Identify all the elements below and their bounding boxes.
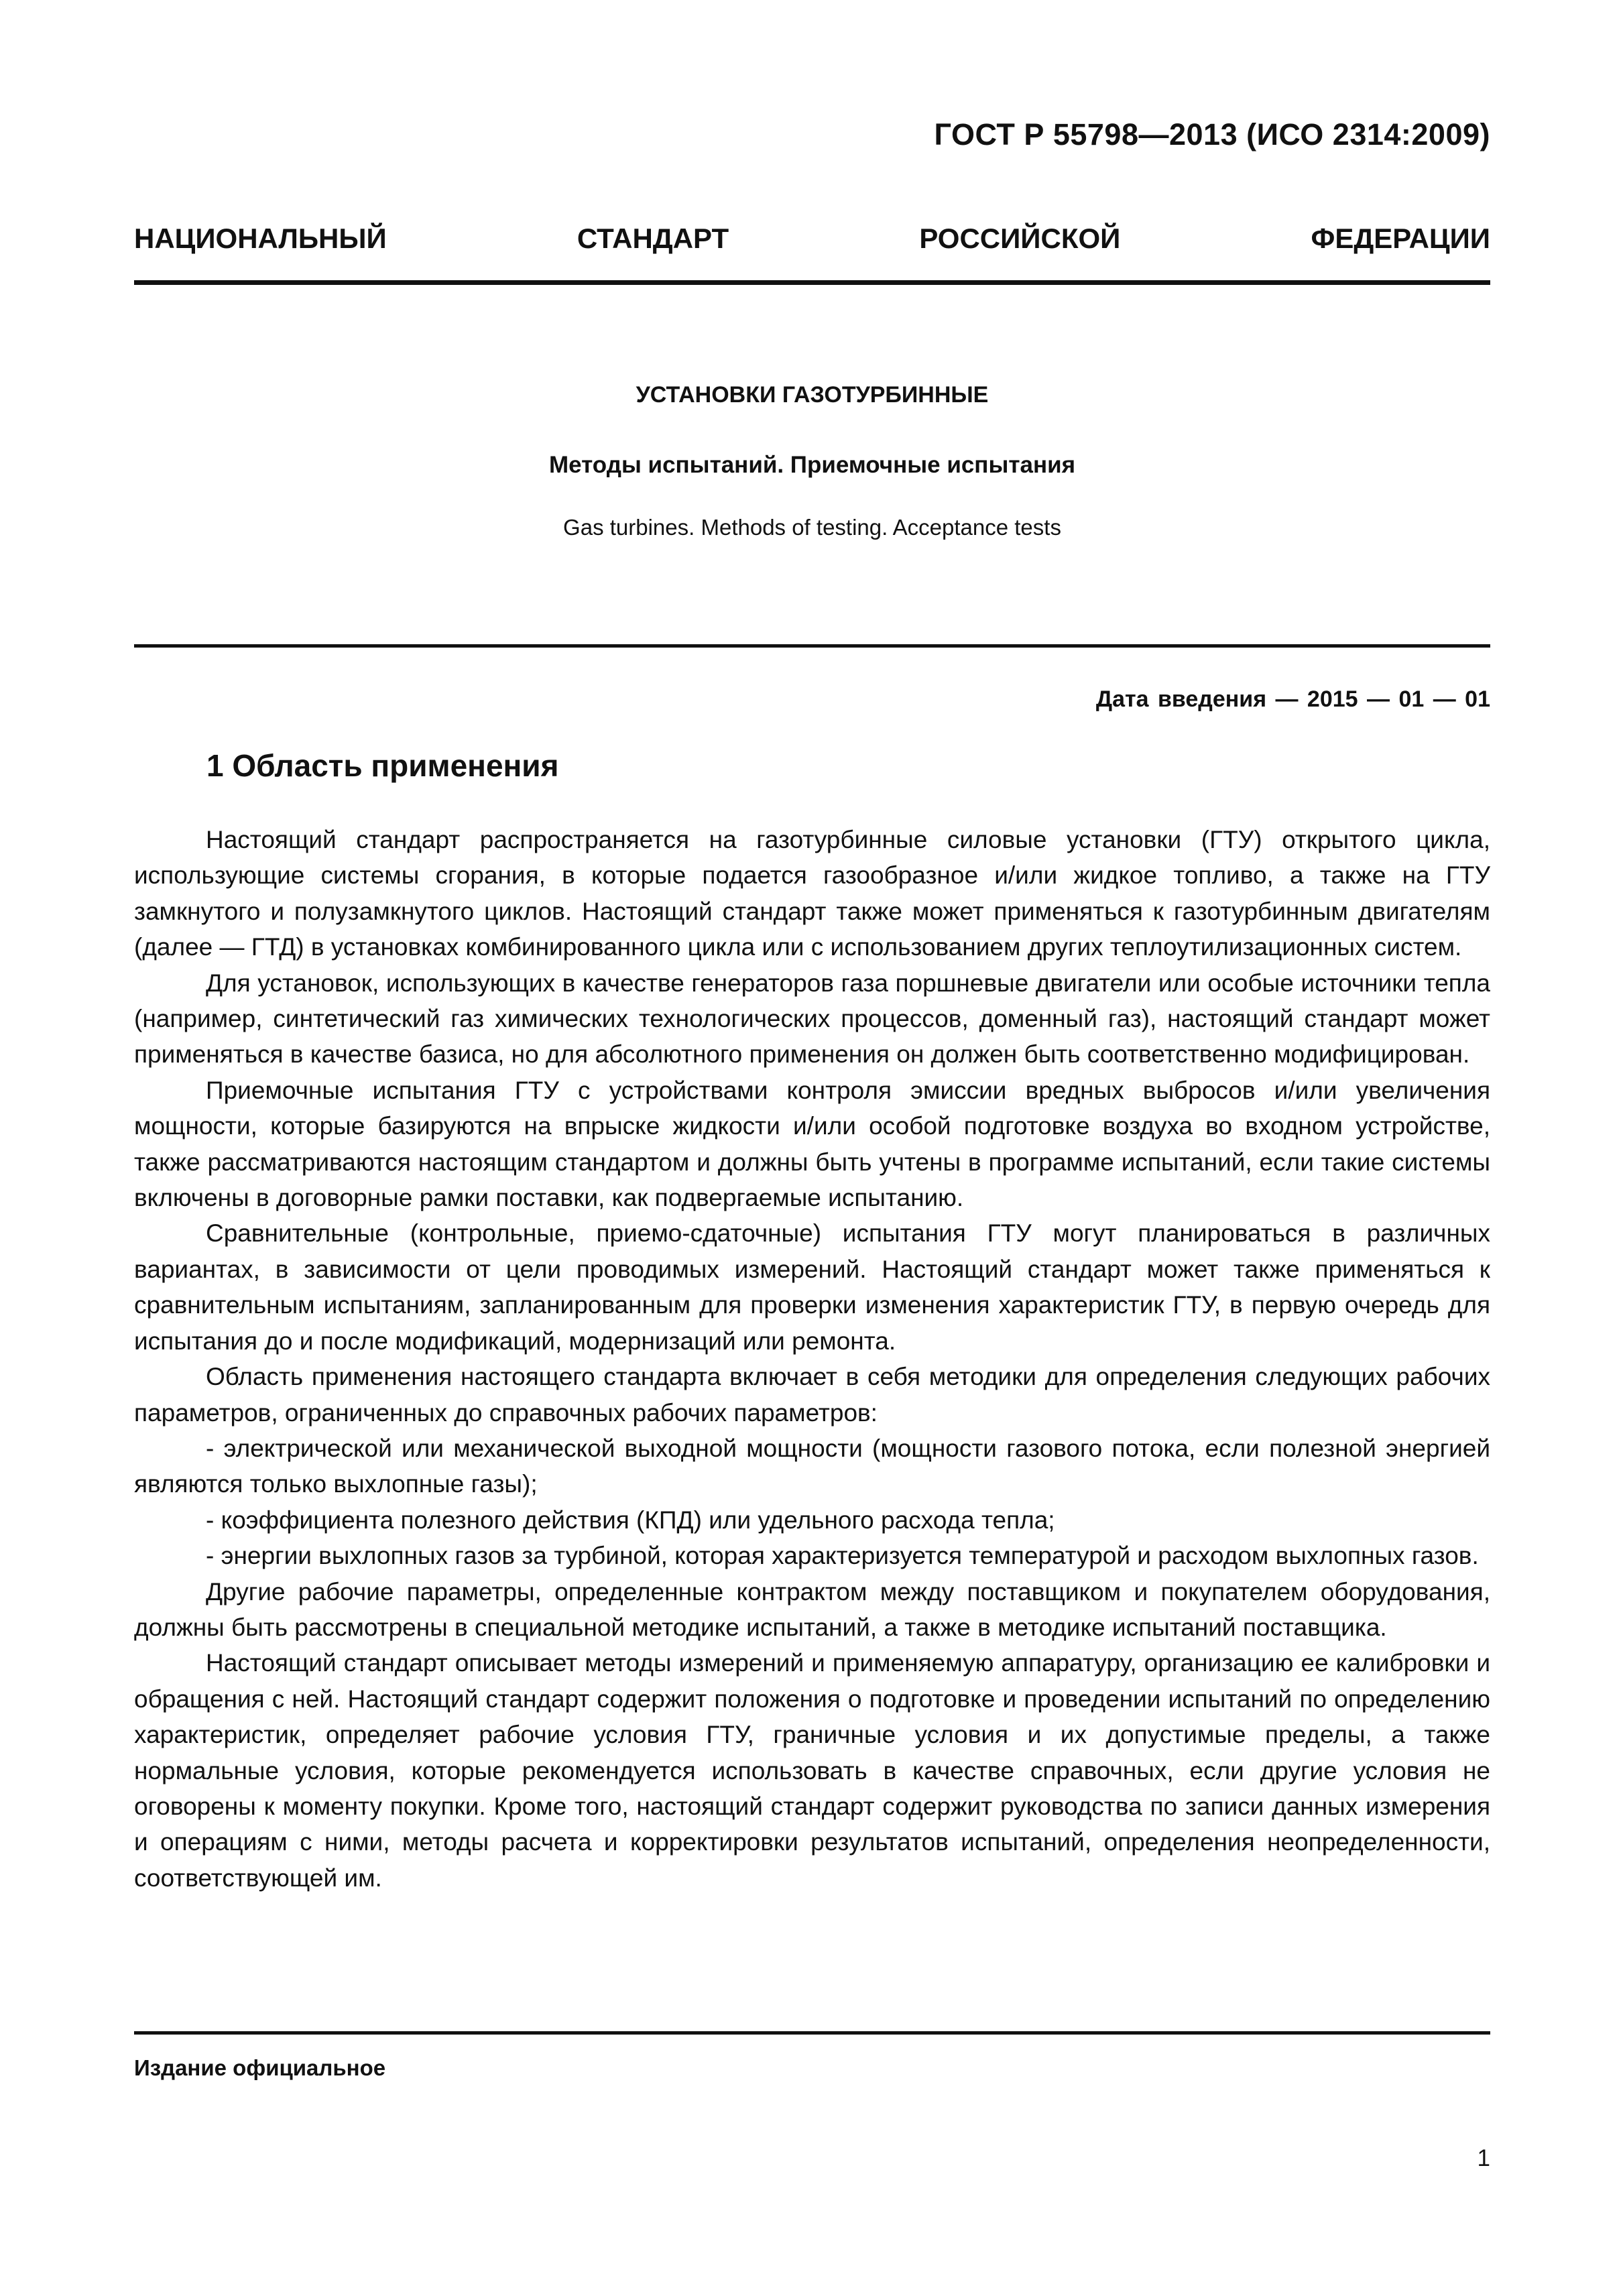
standard-designation: ГОСТ Р 55798—2013 (ИСО 2314:2009) [934,117,1490,152]
header-divider [134,280,1490,285]
paragraph: Другие рабочие параметры, определенные контрактом между поставщиком и покупателем оборудования, должны быть рассмотрены в специальной методике испытаний, а также в методике испытаний поставщика. [134,1577,1490,1641]
title-divider [134,644,1490,648]
paragraph: Настоящий стандарт распространяется на газотурбинные силовые установки (ГТУ) открытого цикла, использующие системы сгорания, в которые подается газообразное и/или жидкое топливо, а также на ГТУ замкнутого и полузамкнутого циклов. Настоящий стандарт также может применяться к газотурбинным двигателям (далее — ГТД) в установках комбинированного цикла или с использованием других теплоутилизационных систем. [134,826,1490,961]
list-item: - электрической или механической выходной мощности (мощности газового потока, если полезной энергией являются только выхлопные газы); [134,1434,1490,1498]
edition-label: Издание официальное [134,2055,386,2080]
list-item: - коэффициента полезного действия (КПД) или удельного расхода тепла; [206,1506,1055,1534]
document-title: УСТАНОВКИ ГАЗОТУРБИННЫЕ [636,382,989,408]
paragraph: Приемочные испытания ГТУ с устройствами контроля эмиссии вредных выбросов и/или увеличения мощности, которые базируются на впрыске жидкости и/или особой подготовке воздуха во входном устройстве, также рассматриваются настоящим стандартом и должны быть учтены в программе испытаний, если такие системы включены в договорные рамки поставки, как подвергаемые испытанию. [134,1076,1490,1212]
section-body [134,822,1490,1896]
paragraph: Настоящий стандарт описывает методы измерений и применяемую аппаратуру, организацию ее калибровки и обращения с ней. Настоящий стандарт содержит положения о подготовке и проведении испытаний по определению характеристик, определяет рабочие условия ГТУ, граничные условия и их допустимые пределы, а также нормальные условия, которые рекомендуется использовать в качестве справочных, если другие условия не оговорены к моменту покупки. Кроме того, настоящий стандарт содержит руководства по записи данных измерения и операциям с ними, методы расчета и корректировки результатов испытаний, определения неопределенности, соответствующей им. [134,1649,1490,1892]
paragraph: Для установок, использующих в качестве генераторов газа поршневые двигатели или особые источники тепла (например, синтетический газ химических технологических процессов, доменный газ), настоящий стандарт может применяться в качестве базиса, но для абсолютного применения он должен быть соответственно модифицирован. [134,969,1490,1069]
introduction-date: Дата введения — 2015 — 01 — 01 [1095,686,1490,712]
document-subtitle: Методы испытаний. Приемочные испытания [548,452,1076,478]
english-title: Gas turbines. Methods of testing. Acceptance tests [563,515,1061,540]
list-item: - энергии выхлопных газов за турбиной, которая характеризуется температурой и расходом выхлопных газов. [206,1542,1479,1570]
footer-divider [134,2031,1490,2035]
paragraph: Область применения настоящего стандарта включает в себя методики для определения следующих рабочих параметров, ограниченных до справочных рабочих параметров: [134,1363,1490,1427]
national-standard-banner: НАЦИОНАЛЬНЫЙ СТАНДАРТ РОССИЙСКОЙ ФЕДЕРАЦИИ [134,223,1490,254]
page-number: 1 [1477,2145,1490,2171]
section-heading: 1 Область применения [206,748,559,783]
paragraph: Сравнительные (контрольные, приемо-сдаточные) испытания ГТУ могут планироваться в различных вариантах, в зависимости от цели проводимых измерений. Настоящий стандарт может также применяться к сравнительным испытаниям, запланированным для проверки изменения характеристик ГТУ, в первую очередь для испытания до и после модификаций, модернизаций или ремонта. [134,1219,1490,1355]
